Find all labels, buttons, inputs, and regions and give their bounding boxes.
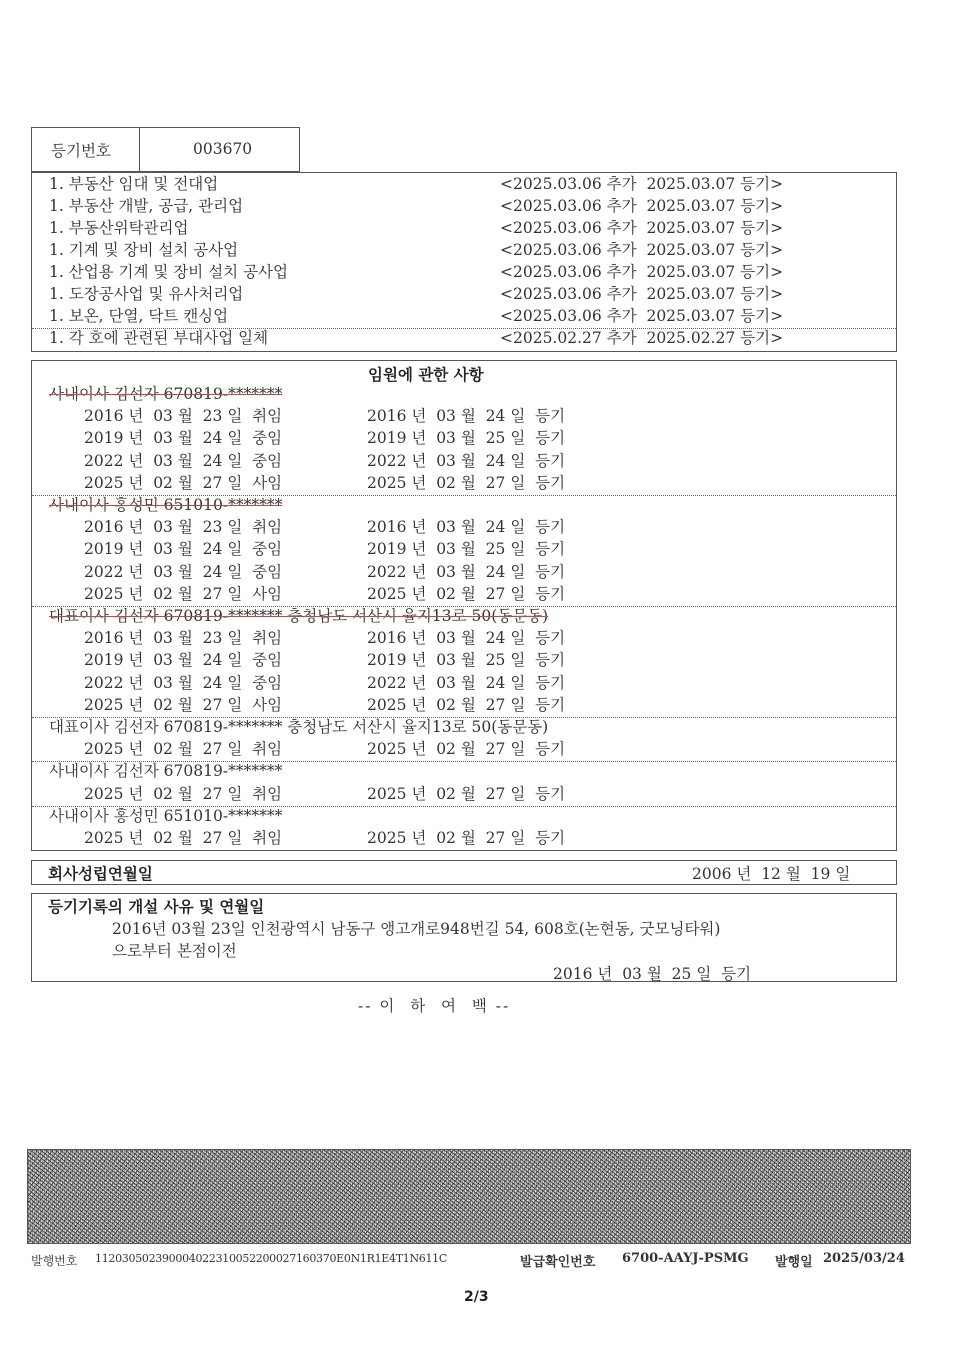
purpose-note: <2025.02.27 추가 2025.02.27 등기> xyxy=(500,329,784,347)
officer-event: 2016 년 03 월 23 일 취임 xyxy=(84,629,283,647)
officer-event: 2022 년 03 월 24 일 중임 xyxy=(84,452,283,470)
purpose-text: 1. 도장공사업 및 유사처리업 xyxy=(49,285,244,303)
officer-event: 2019 년 03 월 24 일 중임 xyxy=(84,540,283,558)
officer-registration: 2016 년 03 월 24 일 등기 xyxy=(367,518,566,536)
purpose-text: 1. 산업용 기계 및 장비 설치 공사업 xyxy=(49,263,289,281)
officer-registration: 2025 년 02 월 27 일 등기 xyxy=(367,785,566,803)
officer-registration: 2016 년 03 월 24 일 등기 xyxy=(367,407,566,425)
officer-registration: 2025 년 02 월 27 일 등기 xyxy=(367,474,566,492)
purpose-note: <2025.03.06 추가 2025.03.07 등기> xyxy=(500,219,784,237)
registration-number-value: 003670 xyxy=(193,140,253,158)
officer-registration: 2022 년 03 월 24 일 등기 xyxy=(367,563,566,581)
officer-event: 2019 년 03 월 24 일 중임 xyxy=(84,651,283,669)
registration-number-label: 등기번호 xyxy=(51,142,111,160)
officer-event: 2016 년 03 월 23 일 취임 xyxy=(84,518,283,536)
officer-registration: 2022 년 03 월 24 일 등기 xyxy=(367,452,566,470)
officer-registration: 2019 년 03 월 25 일 등기 xyxy=(367,540,566,558)
purpose-note: <2025.03.06 추가 2025.03.07 등기> xyxy=(500,197,784,215)
reason-title: 등기기록의 개설 사유 및 연월일 xyxy=(48,898,265,916)
officer-registration: 2025 년 02 월 27 일 등기 xyxy=(367,829,566,847)
officer-event: 2025 년 02 월 27 일 취임 xyxy=(84,785,283,803)
purpose-note: <2025.03.06 추가 2025.03.07 등기> xyxy=(500,175,784,193)
officer-event: 2025 년 02 월 27 일 사임 xyxy=(84,585,283,603)
purpose-text: 1. 기계 및 장비 설치 공사업 xyxy=(49,241,239,259)
purpose-text: 1. 부동산 임대 및 전대업 xyxy=(49,175,219,193)
issue-number-label: 발행번호 xyxy=(31,1254,78,1268)
officer-head: 사내이사 홍성민 651010-******* xyxy=(49,807,283,825)
founding-date: 2006 년 12 월 19 일 xyxy=(692,865,851,883)
officer-event: 2025 년 02 월 27 일 취임 xyxy=(84,829,283,847)
officer-head: 사내이사 홍성민 651010-******* xyxy=(49,496,283,514)
officer-registration: 2016 년 03 월 24 일 등기 xyxy=(367,629,566,647)
purpose-text: 1. 부동산 개발, 공급, 관리업 xyxy=(49,197,244,215)
officer-head: 사내이사 김선자 670819-******* xyxy=(49,385,283,403)
registration-number-divider xyxy=(139,127,140,172)
officer-event: 2025 년 02 월 27 일 사임 xyxy=(84,474,283,492)
officer-registration: 2025 년 02 월 27 일 등기 xyxy=(367,740,566,758)
officer-registration: 2019 년 03 월 25 일 등기 xyxy=(367,651,566,669)
end-of-record: -- 이 하 여 백 -- xyxy=(358,997,511,1015)
officers-title: 임원에 관한 사항 xyxy=(368,366,484,384)
officer-event: 2016 년 03 월 23 일 취임 xyxy=(84,407,283,425)
reason-line-2: 으로부터 본점이전 xyxy=(112,942,237,960)
reason-line-1: 2016년 03월 23일 인천광역시 남동구 앵고개로948번길 54, 608호(논현동, 굿모닝타워) xyxy=(112,920,721,938)
page-number: 2/3 xyxy=(464,1289,489,1305)
security-pattern xyxy=(27,1149,911,1244)
officer-event: 2019 년 03 월 24 일 중임 xyxy=(84,429,283,447)
purpose-note: <2025.03.06 추가 2025.03.07 등기> xyxy=(500,263,784,281)
officer-head: 사내이사 김선자 670819-******* xyxy=(49,762,283,780)
officer-registration: 2025 년 02 월 27 일 등기 xyxy=(367,585,566,603)
confirm-label: 발급확인번호 xyxy=(520,1255,596,1270)
purpose-text: 1. 부동산위탁관리업 xyxy=(49,219,189,237)
officer-head: 대표이사 김선자 670819-******* 충청남도 서산시 율지13로 50(동문동) xyxy=(49,607,549,625)
officer-registration: 2022 년 03 월 24 일 등기 xyxy=(367,674,566,692)
issue-number: 112030502390004022310052200027160370E0N1R1E4T1N611C xyxy=(95,1252,447,1265)
officer-registration: 2019 년 03 월 25 일 등기 xyxy=(367,429,566,447)
purpose-note: <2025.03.06 추가 2025.03.07 등기> xyxy=(500,307,784,325)
officer-event: 2022 년 03 월 24 일 중임 xyxy=(84,674,283,692)
issue-date-label: 발행일 xyxy=(775,1255,813,1270)
purpose-text: 1. 보온, 단열, 닥트 캔싱업 xyxy=(49,307,229,325)
founding-label: 회사성립연월일 xyxy=(48,865,153,883)
officer-event: 2025 년 02 월 27 일 취임 xyxy=(84,740,283,758)
purpose-note: <2025.03.06 추가 2025.03.07 등기> xyxy=(500,285,784,303)
reason-registration: 2016 년 03 월 25 일 등기 xyxy=(553,965,752,983)
purpose-note: <2025.03.06 추가 2025.03.07 등기> xyxy=(500,241,784,259)
officer-registration: 2025 년 02 월 27 일 등기 xyxy=(367,696,566,714)
officer-event: 2025 년 02 월 27 일 사임 xyxy=(84,696,283,714)
officer-head: 대표이사 김선자 670819-******* 충청남도 서산시 율지13로 50(동문동) xyxy=(49,718,549,736)
officer-event: 2022 년 03 월 24 일 중임 xyxy=(84,563,283,581)
purpose-text: 1. 각 호에 관련된 부대사업 일체 xyxy=(49,329,269,347)
confirm-number: 6700-AAYJ-PSMG xyxy=(622,1251,749,1266)
issue-date: 2025/03/24 xyxy=(823,1251,905,1266)
